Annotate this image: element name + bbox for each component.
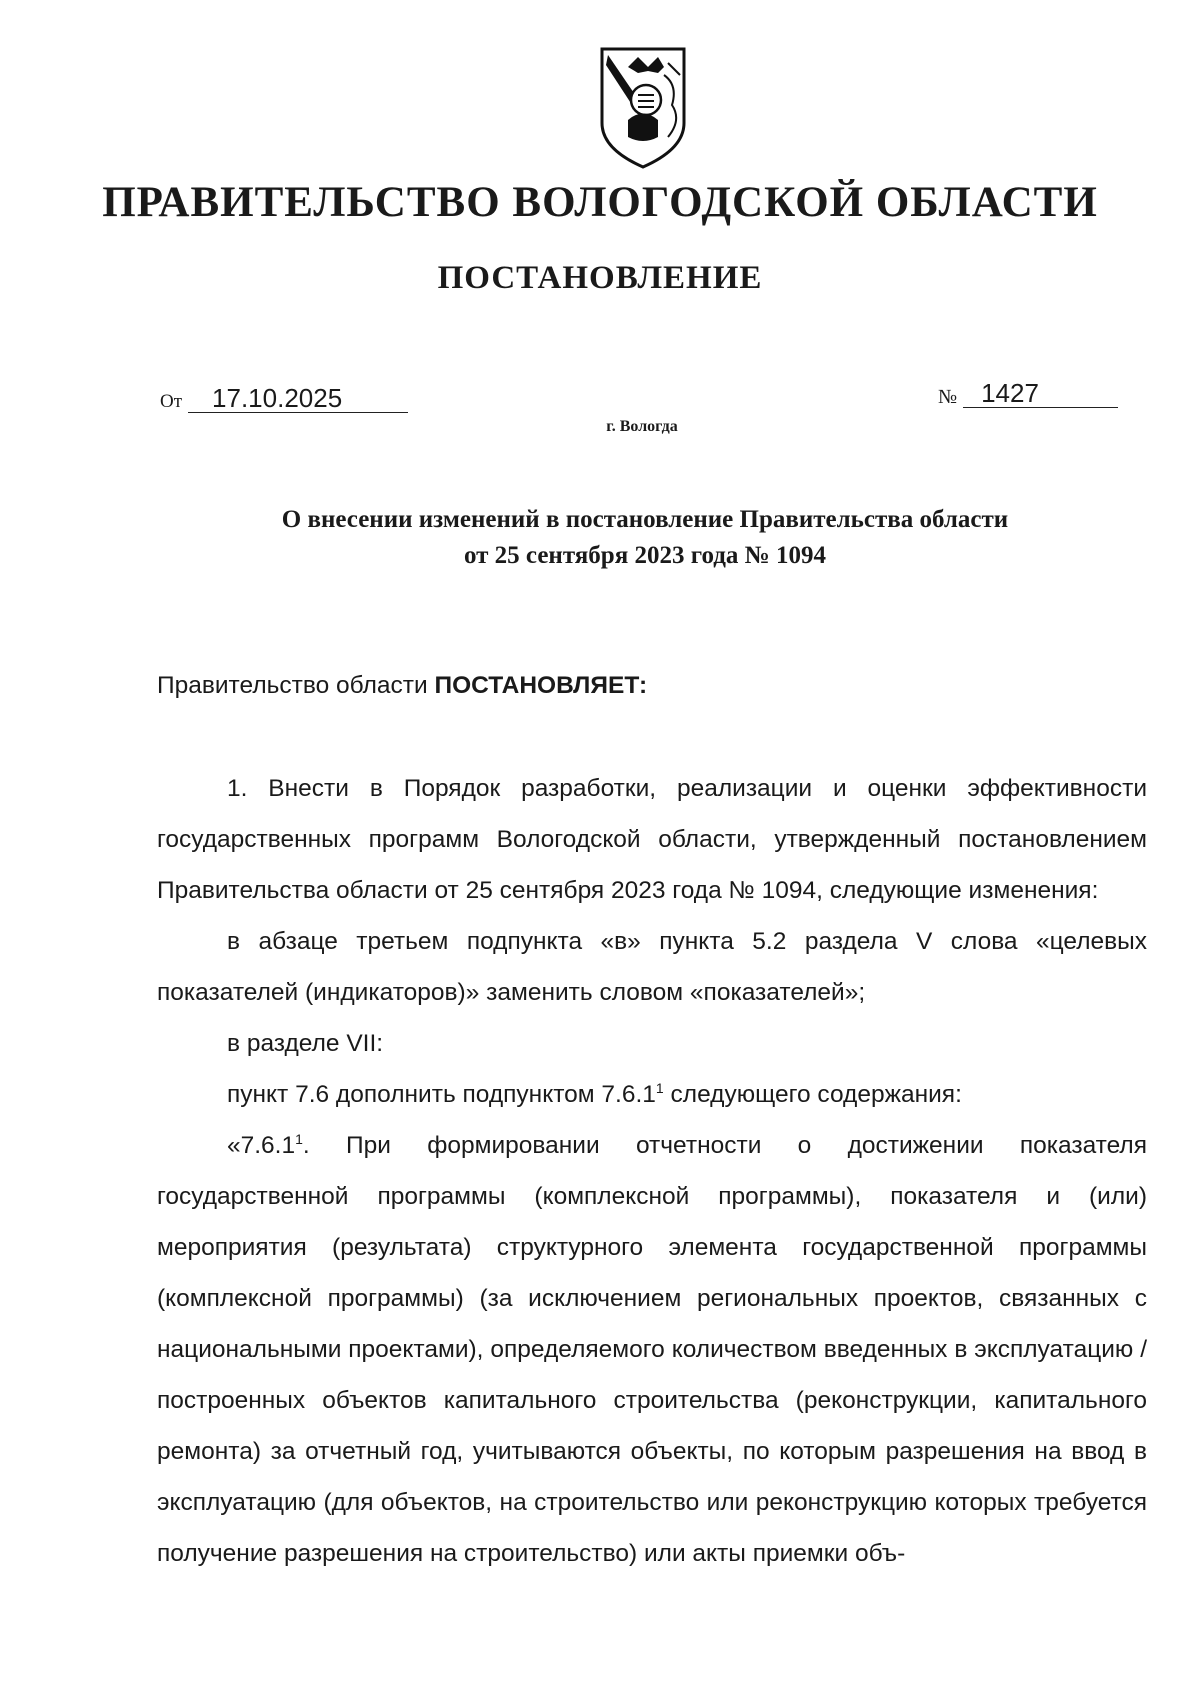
quote-text-a: «7.6.1: [227, 1132, 296, 1159]
quote-superscript: 1: [295, 1130, 303, 1147]
preamble: [157, 660, 1147, 711]
city: г. Вологда: [606, 418, 678, 435]
punkt-text-a: пункт 7.6 дополнить подпунктом 7.6.1: [227, 1081, 656, 1108]
coat-of-arms-emblem: [598, 45, 688, 171]
preamble-verb: ПОСТАНОВЛЯЕТ:: [434, 672, 648, 699]
number-value: 1427: [963, 379, 1118, 408]
document-type: ПОСТАНОВЛЕНИЕ: [437, 260, 763, 296]
date-value: 17.10.2025: [188, 384, 408, 413]
item-1: 1. Внести в Порядок разработки, реализации и оценки эффективности государственных программ Вологодской области, утвержденный постановлением Правительства области от 25 сентября 2023 года № 1094, следующие изменения:: [157, 775, 1147, 904]
paragraph-section: в разделе VII:: [227, 1030, 384, 1057]
quote-text-b: . При формировании отчетности о достижении показателя государственной программы (комплексной программы), показателя и (или) мероприятия (результата) структурного элемента государственной программы (комплексной программы) (за исключением региональных проектов, связанных с национальными проектами), определяемого количеством введенных в эксплуатацию / построенных объектов капитального строительства (реконструкции, капитального ремонта) за отчетный год, учитываются объекты, по которым разрешения на ввод в эксплуатацию (для объектов, на строительство или реконструкцию которых требуется получение разрешения на строительство) или акты приемки объ-: [157, 1132, 1147, 1567]
subject-line-1: О внесении изменений в постановление Правительства области: [281, 506, 1009, 533]
paragraph-punkt: [157, 1069, 1147, 1120]
number-prefix: №: [938, 386, 958, 408]
document-subject: [0, 502, 1200, 574]
organization-title: ПРАВИТЕЛЬСТВО ВОЛОГОДСКОЙ ОБЛАСТИ: [102, 179, 1098, 226]
document-date: [160, 384, 408, 413]
paragraph-abzac: в абзаце третьем подпункта «в» пункта 5.2 раздела V слова «целевых показателей (индикаторов)» заменить словом «показателей»;: [157, 928, 1147, 1006]
quoted-subpunkt: [157, 1120, 1147, 1579]
punkt-text-b: следующего содержания:: [663, 1081, 962, 1108]
document-body: [157, 660, 1147, 1579]
punkt-superscript: 1: [655, 1079, 664, 1096]
date-prefix: От: [160, 391, 183, 412]
subject-line-2: от 25 сентября 2023 года № 1094: [463, 542, 827, 569]
preamble-lead: Правительство области: [157, 672, 428, 699]
document-number: [938, 379, 1118, 408]
